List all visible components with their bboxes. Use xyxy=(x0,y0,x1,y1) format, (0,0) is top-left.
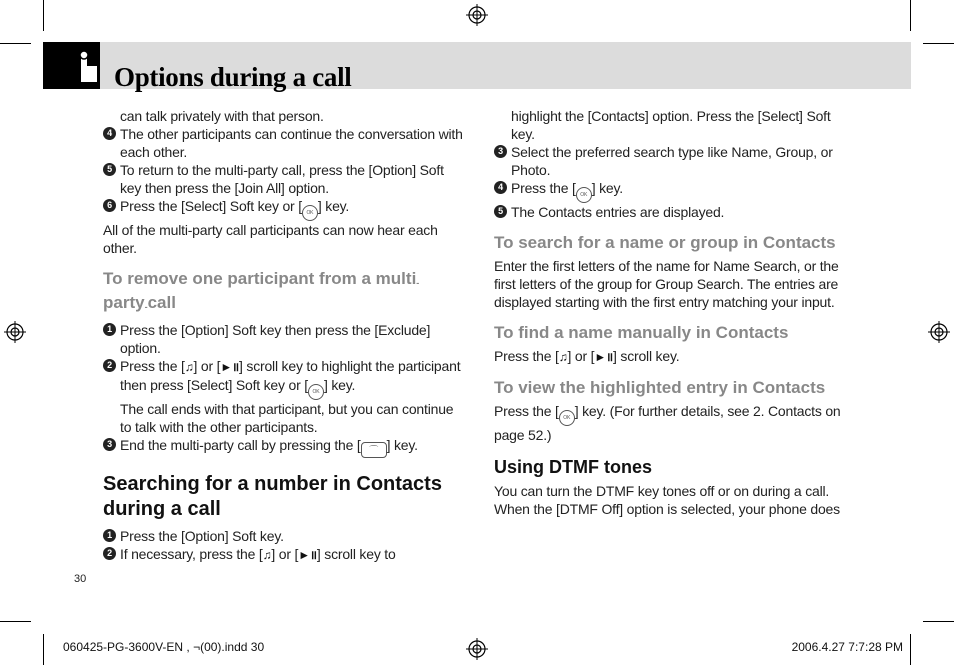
up-scroll-key-icon: ♫ xyxy=(184,360,194,374)
step-item: 2 If necessary, press the [♫] or [►॥] scroll key to xyxy=(103,545,463,564)
registration-mark-icon xyxy=(928,321,950,343)
up-scroll-key-icon: ♫ xyxy=(558,350,568,364)
step-number: 3 xyxy=(494,145,507,158)
paragraph: You can turn the DTMF key tones off or on during a call. xyxy=(494,483,830,499)
down-scroll-key-icon: ►॥ xyxy=(594,350,614,364)
step-number: 5 xyxy=(103,163,116,176)
step-item: 4 Press the [ OK ] key. xyxy=(494,179,849,203)
intro-text: can talk privately with that person. xyxy=(120,108,324,124)
step-number: 6 xyxy=(103,199,116,212)
step-item xyxy=(103,321,463,357)
paragraph: Enter the first letters of the name for Name Search, or the first letters of the group for Group Search. The entries are displayed starting with the first entry matching your input. xyxy=(494,258,839,310)
step-item xyxy=(494,143,849,179)
paragraph: Press the [♫] or [►॥] scroll key. xyxy=(494,348,680,364)
step-number: 5 xyxy=(494,205,507,218)
crop-mark xyxy=(43,0,44,31)
step-number: 4 xyxy=(103,127,116,140)
registration-mark-icon xyxy=(466,638,488,660)
step-item xyxy=(103,161,463,197)
paragraph: When the [DTMF Off] option is selected, your phone does xyxy=(494,501,840,517)
right-column xyxy=(494,107,849,518)
step-text: The Contacts entries are displayed. xyxy=(511,204,725,220)
page-title: Options during a call xyxy=(114,62,352,92)
crop-mark xyxy=(43,634,44,665)
ok-key-icon: OK xyxy=(576,187,592,203)
step-text: ] key. xyxy=(317,198,350,214)
step-text: Press the [Option] Soft key. xyxy=(120,528,284,544)
footer-timestamp: 2006.4.27 7:7:28 PM xyxy=(791,640,903,654)
crop-mark xyxy=(910,0,911,31)
step-number: 2 xyxy=(103,547,116,560)
step-text: Select the preferred search type like Name, Group, or Photo. xyxy=(511,144,833,178)
step-item: 2 Press the [♫] or [►॥] scroll key to highlight the participant then press [Select] Soft key or [ OK ] key. The call ends with that participant, but you can continue to talk with the other participants. xyxy=(103,357,463,436)
subheading-search-name-group: To search for a name or group in Contacts xyxy=(494,233,836,252)
ok-key-icon: OK xyxy=(308,384,324,400)
registration-mark-icon xyxy=(4,321,26,343)
ok-key-icon: OK xyxy=(559,410,575,426)
subheading-view-entry: To view the highlighted entry in Contacts xyxy=(494,378,826,397)
heading-dtmf-tones: Using DTMF tones xyxy=(494,457,652,477)
step-number: 4 xyxy=(494,181,507,194)
step-number: 1 xyxy=(103,529,116,542)
step-item xyxy=(103,197,463,221)
step-text: Press the [Option] Soft key then press the [Exclude] option. xyxy=(120,322,431,356)
footer-file-info: 060425-PG-3600V-EN , ¬(00).indd 30 xyxy=(63,640,265,654)
down-scroll-key-icon: ►॥ xyxy=(298,548,317,562)
page-number: 30 xyxy=(74,573,87,585)
crop-mark xyxy=(923,43,954,44)
step-item xyxy=(103,125,463,161)
step-item xyxy=(103,527,463,545)
step-number: 3 xyxy=(103,438,116,451)
step-item: 3 End the multi-party call by pressing the [ ⌒ ] key. xyxy=(103,436,463,458)
ok-key-icon: OK xyxy=(302,205,318,221)
end-key-icon: ⌒ xyxy=(361,442,387,458)
up-scroll-key-icon: ♫ xyxy=(262,548,272,562)
crop-mark xyxy=(0,621,31,622)
down-scroll-key-icon: ►॥ xyxy=(220,360,240,374)
crop-mark xyxy=(923,621,954,622)
heading-search-contacts: Searching for a number in Contacts during a call xyxy=(103,473,442,520)
step-text: Press the [Select] Soft key or [ xyxy=(120,198,302,214)
step-number: 1 xyxy=(103,323,116,336)
subheading-remove-participant: To remove one participant from a multi- party-call xyxy=(103,269,420,312)
crop-mark xyxy=(0,43,31,44)
step-number: 2 xyxy=(103,359,116,372)
continued-text: highlight the [Contacts] option. Press the [Select] Soft key. xyxy=(511,108,831,142)
registration-mark-icon xyxy=(466,4,488,26)
left-column xyxy=(103,107,463,564)
subheading-find-manually: To find a name manually in Contacts xyxy=(494,323,789,342)
note-text: All of the multi-party call participants can now hear each other. xyxy=(103,222,438,256)
step-text: The other participants can continue the conversation with each other. xyxy=(120,126,463,160)
crop-mark xyxy=(910,634,911,665)
step-item xyxy=(494,203,849,221)
header-tab xyxy=(43,42,100,89)
phone-handset-icon xyxy=(43,42,100,89)
step-text: To return to the multi-party call, press the [Option] Soft key then press the [Join All] option. xyxy=(120,162,444,196)
paragraph: Press the [ OK ] key. (For further details, see 2. Contacts on page 52.) xyxy=(494,403,841,443)
